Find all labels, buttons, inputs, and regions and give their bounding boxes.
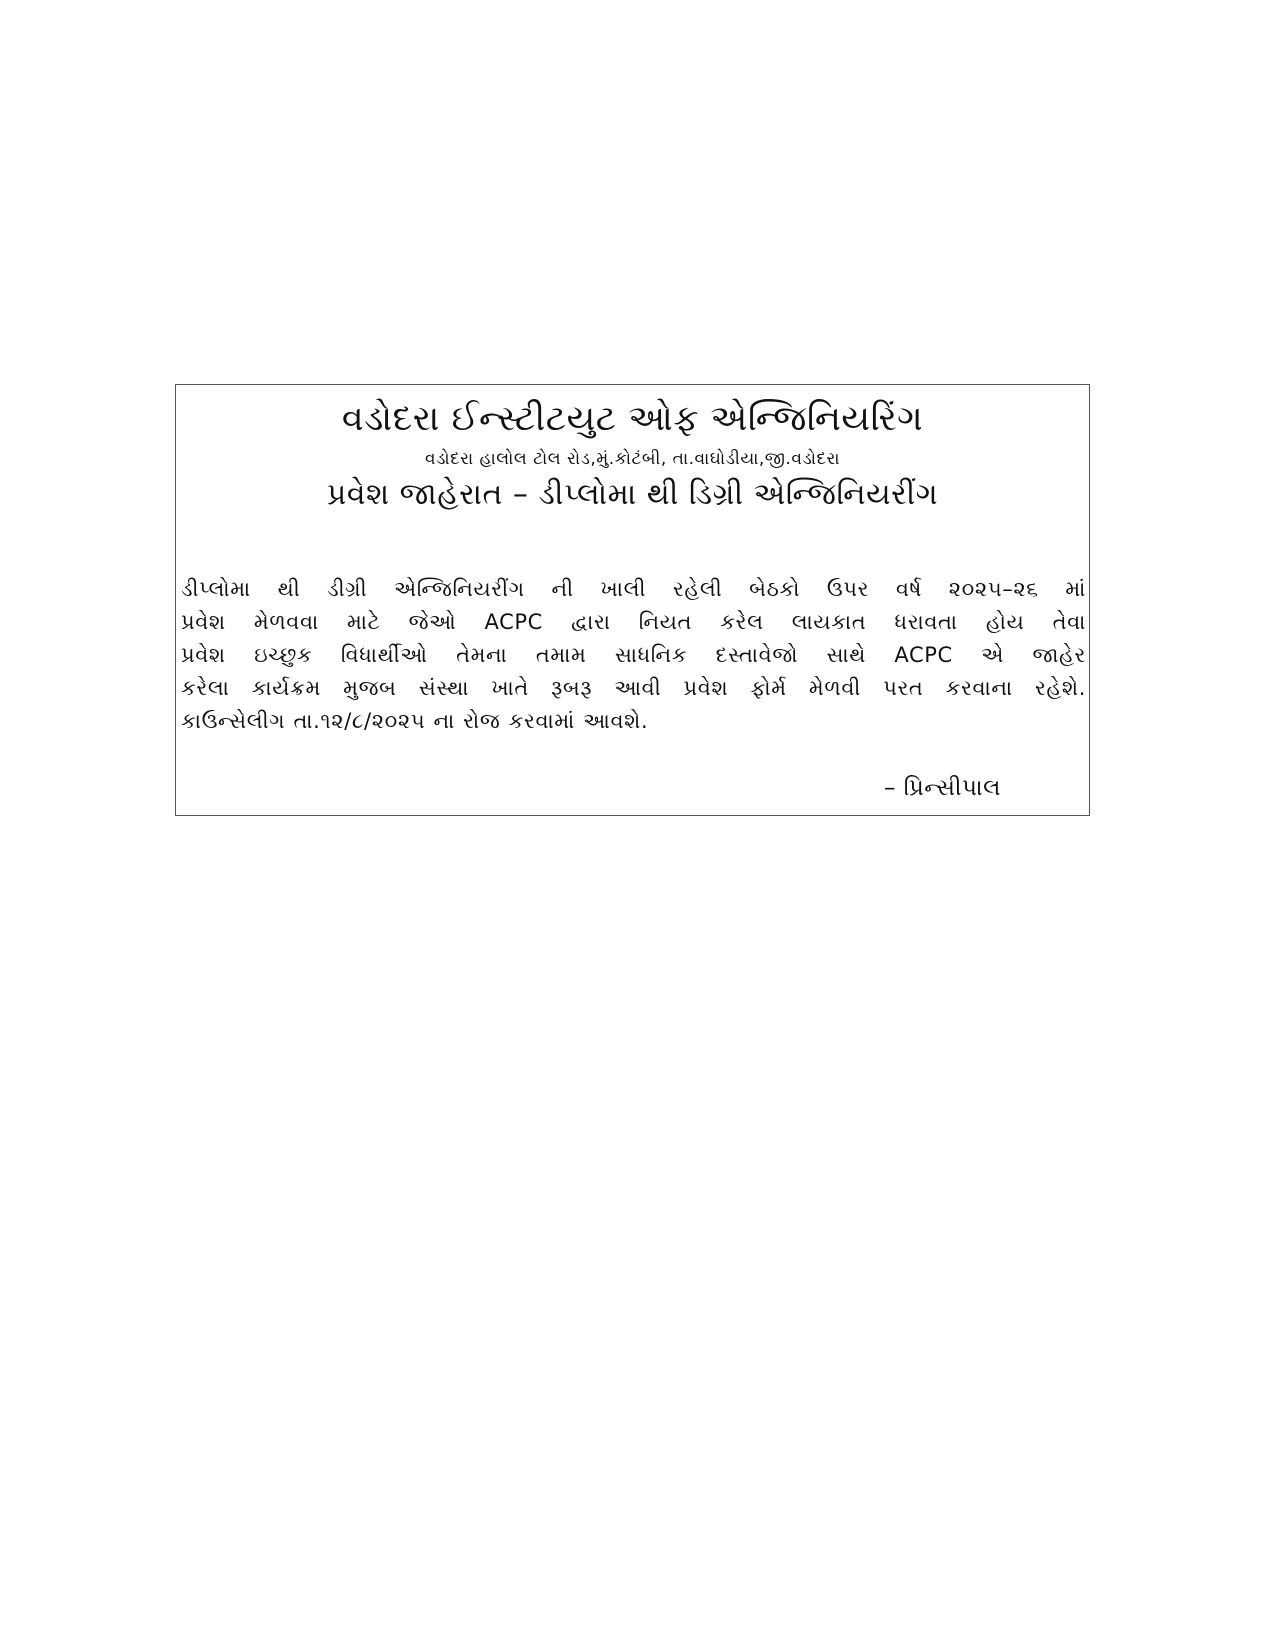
notice-body-line: કાઉન્સેલીગ તા.૧૨/૮/૨૦૨૫ ના રોજ કરવામાં આવશે. xyxy=(181,709,649,733)
notice-body xyxy=(181,573,1086,738)
notice-heading: પ્રવેશ જાહેરાત – ડીપ્લોમા થી ડિગ્રી એન્જિનિયરીંગ xyxy=(326,477,939,512)
notice-body-line: ડીપ્લોમા થી ડીગ્રી એન્જિનિયરીંગ ની ખાલી રહેલી બેઠકો ઉપર વર્ષ ૨૦૨૫–૨૬ માં xyxy=(181,577,1086,601)
notice-body-line: પ્રવેશ ઇચ્છુક વિધાર્થીઓ તેમના તમામ સાધનિક દસ્તાવેજો સાથે ACPC એ જાહેર xyxy=(181,643,1086,667)
institute-address: વડોદરા હાલોલ ટોલ રોડ,મું.કોટંબી, તા.વાઘોડીયા,જી.વડોદરા xyxy=(424,449,841,469)
notice-body-line: પ્રવેશ મેળવવા માટે જેઓ ACPC દ્વારા નિયત કરેલ લાયકાત ધરાવતા હોય તેવા xyxy=(181,610,1086,634)
institute-name: વડોદરા ઈન્સ્ટીટયુટ ઓફ એન્જિનિયરિંગ xyxy=(341,399,924,439)
admission-notice-box xyxy=(175,384,1090,816)
notice-body-line: કરેલા કાર્યક્રમ મુજબ સંસ્થા ખાતે રૂબરૂ આવી પ્રવેશ ફોર્મ મેળવી પરત કરવાના રહેશે. xyxy=(181,676,1086,700)
principal-signature: – પ્રિન્સીપાલ xyxy=(883,775,1001,801)
